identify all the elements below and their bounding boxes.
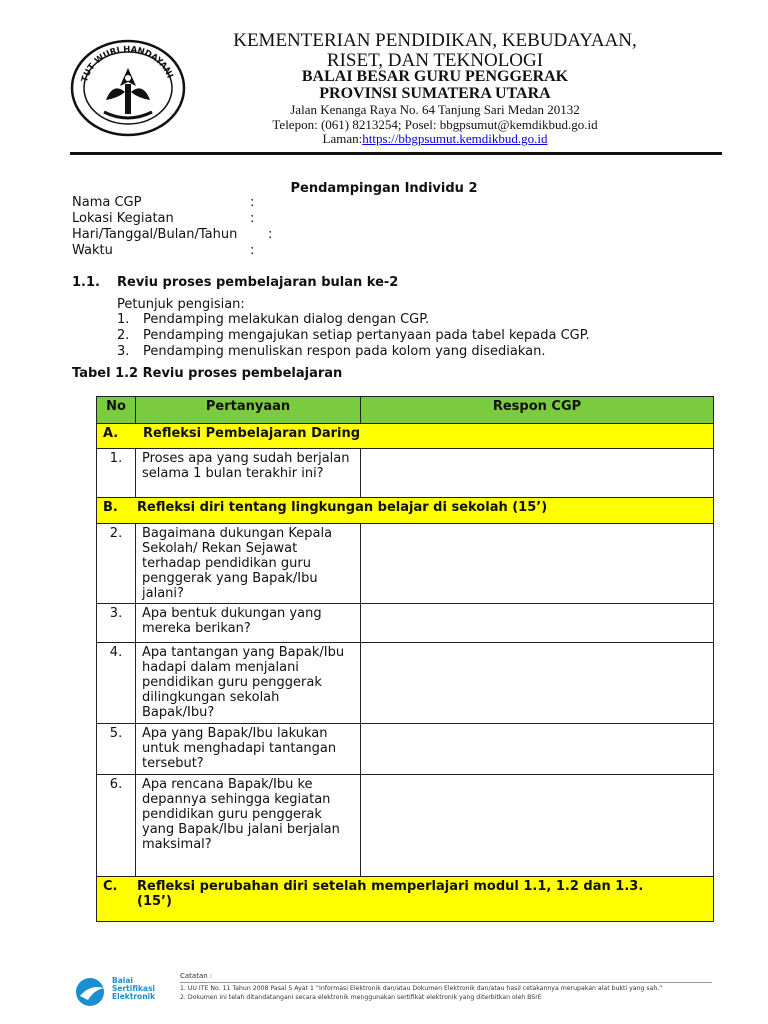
section-title: Reviu proses pembelajaran bulan ke-2: [117, 275, 399, 290]
row-question: Bagaimana dukungan Kepala Sekolah/ Rekan Sejawat terhadap pendidikan guru penggerak yang Bapak/Ibu jalani?: [136, 524, 361, 604]
section-a-letter: A.: [103, 426, 119, 441]
footer-note-2: 2. Dokumen ini telah ditandatangani secara elektronik menggunakan sertifikat elektronik yang diterbitkan oleh BSrE: [180, 994, 542, 1001]
table-row: [97, 643, 714, 724]
footer-divider: [180, 982, 712, 983]
field-hari-tanggal: Hari/Tanggal/Bulan/Tahun: [72, 227, 238, 242]
footer-note-heading: Catatan :: [180, 972, 213, 980]
office-address: Jalan Kenanga Raya No. 64 Tanjung Sari Medan 20132: [290, 102, 580, 117]
ministry-logo: [68, 38, 188, 138]
row-question: Apa yang Bapak/Ibu lakukan untuk menghadapi tantangan tersebut?: [136, 724, 361, 775]
section-c-title: Refleksi perubahan diri setelah memperlajari modul 1.1, 1.2 dan 1.3.: [137, 879, 644, 894]
row-response-cell[interactable]: [361, 775, 714, 877]
row-response-cell[interactable]: [361, 643, 714, 724]
footer-note-1: 1. UU ITE No. 11 Tahun 2008 Pasal 5 Ayat 1 “Informasi Elektronik dan/atau Dokumen Elektronik dan/atau hasil cetakannya merupakan alat bukti yang sah.”: [180, 985, 663, 992]
row-response-cell[interactable]: [361, 604, 714, 643]
row-number: 3.: [97, 604, 136, 643]
row-number: 1.: [97, 449, 136, 498]
document-title: Pendampingan Individu 2: [290, 181, 478, 196]
row-number: 5.: [97, 724, 136, 775]
website-label: Laman:: [322, 131, 363, 146]
row-response-cell[interactable]: [361, 449, 714, 498]
header-divider: [70, 152, 722, 155]
section-b-title: Refleksi diri tentang lingkungan belajar di sekolah (15’): [137, 500, 548, 515]
section-number: 1.1.: [72, 275, 100, 290]
table-header-row: [97, 397, 714, 424]
field-hari-colon: :: [268, 227, 273, 242]
bsre-emblem-icon: [74, 976, 110, 1008]
field-nama-cgp: Nama CGP: [72, 195, 142, 210]
instruction-3-text: Pendamping menuliskan respon pada kolom yang disediakan.: [143, 344, 546, 359]
table-row: [97, 724, 714, 775]
field-lokasi-kegiatan: Lokasi Kegiatan: [72, 211, 174, 226]
instruction-2-text: Pendamping mengajukan setiap pertanyaan pada tabel kepada CGP.: [143, 328, 590, 343]
bsre-label-1: Balai: [112, 976, 133, 985]
section-c-row: [97, 877, 714, 922]
header-respon-cgp: Respon CGP: [361, 397, 714, 424]
section-c-title-duration: (15’): [137, 894, 172, 909]
row-number: 4.: [97, 643, 136, 724]
instructions-heading: Petunjuk pengisian:: [117, 297, 245, 312]
header-no: No: [97, 397, 136, 424]
svg-text:TUT WURI HANDAYANI: TUT WURI HANDAYANI: [80, 44, 175, 84]
instruction-3-number: 3.: [117, 344, 130, 359]
row-question: Apa rencana Bapak/Ibu ke depannya sehingga kegiatan pendidikan guru penggerak yang Bapak/Ibu jalani berjalan maksimal?: [136, 775, 361, 877]
table-row: [97, 524, 714, 604]
province-name: PROVINSI SUMATERA UTARA: [319, 85, 551, 102]
row-response-cell[interactable]: [361, 724, 714, 775]
office-contact: Telepon: (061) 8213254; Posel: bbgpsumut@kemdikbud.go.id: [272, 117, 598, 132]
section-a-title: Refleksi Pembelajaran Daring: [143, 426, 361, 441]
field-nama-cgp-colon: :: [250, 195, 255, 210]
section-a-row: [97, 424, 714, 449]
instruction-2-number: 2.: [117, 328, 130, 343]
table-row: [97, 775, 714, 877]
instruction-1-text: Pendamping melakukan dialog dengan CGP.: [143, 312, 430, 327]
section-b-row: [97, 498, 714, 524]
review-table: [96, 396, 714, 922]
bsre-label-3: Elektronik: [112, 992, 156, 1001]
field-waktu: Waktu: [72, 243, 113, 258]
header-pertanyaan: Pertanyaan: [136, 397, 361, 424]
table-row: [97, 449, 714, 498]
field-lokasi-colon: :: [250, 211, 255, 226]
row-question: Apa tantangan yang Bapak/Ibu hadapi dalam menjalani pendidikan guru penggerak dilingkungan sekolah Bapak/Ibu?: [136, 643, 361, 724]
ministry-name-line2: RISET, DAN TEKNOLOGI: [326, 50, 544, 71]
field-waktu-colon: :: [250, 243, 255, 258]
row-response-cell[interactable]: [361, 524, 714, 604]
row-question: Apa bentuk dukungan yang mereka berikan?: [136, 604, 361, 643]
instruction-1-number: 1.: [117, 312, 130, 327]
row-number: 6.: [97, 775, 136, 877]
table-caption: Tabel 1.2 Reviu proses pembelajaran: [72, 366, 343, 381]
section-c-letter: C.: [103, 879, 118, 894]
website-link[interactable]: https://bbgpsumut.kemdikbud.go.id: [362, 131, 548, 146]
institution-name: BALAI BESAR GURU PENGGERAK: [301, 68, 569, 85]
row-number: 2.: [97, 524, 136, 604]
bsre-label-2: Sertifikasi: [112, 984, 155, 993]
tut-wuri-handayani-emblem-icon: [68, 38, 188, 138]
row-question: Proses apa yang sudah berjalan selama 1 bulan terakhir ini?: [136, 449, 361, 498]
section-b-letter: B.: [103, 500, 118, 515]
bsre-logo: [74, 976, 174, 1010]
office-website: [180, 131, 690, 147]
table-row: [97, 604, 714, 643]
ministry-name-line1: KEMENTERIAN PENDIDIKAN, KEBUDAYAAN,: [233, 30, 637, 51]
